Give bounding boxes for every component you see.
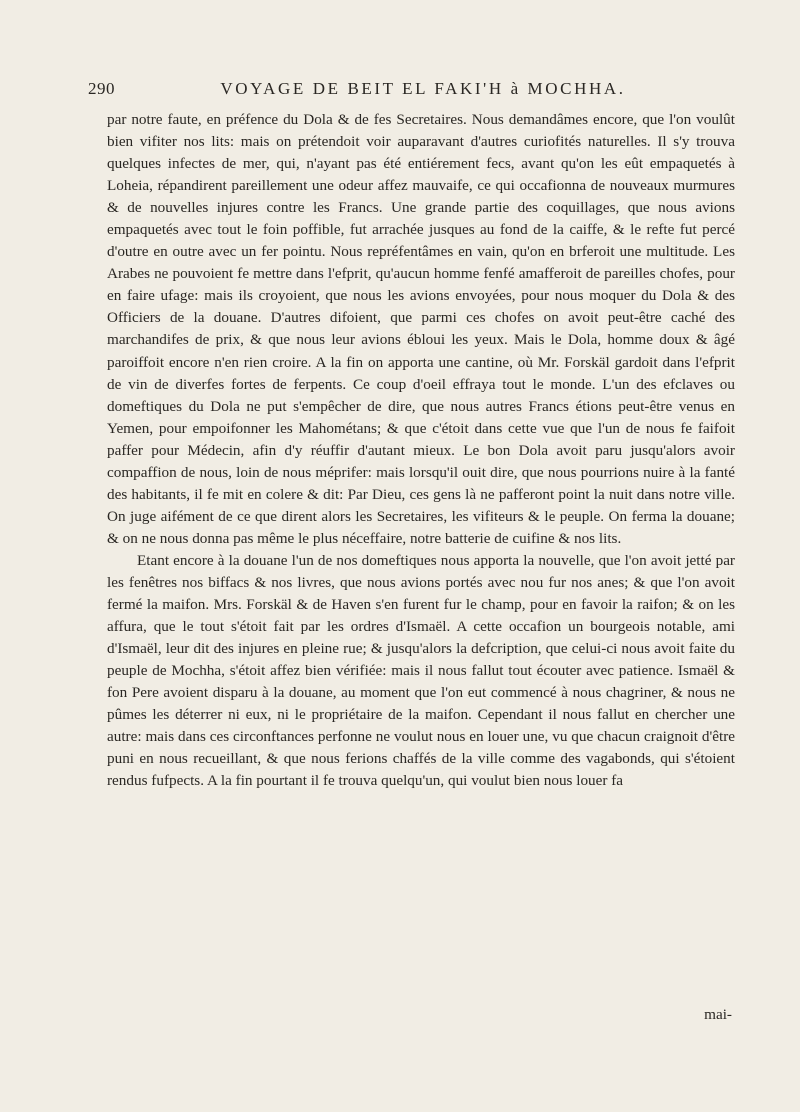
running-title: VOYAGE DE BEIT EL FAKI'H à MOCHHA. — [220, 79, 626, 98]
paragraph-2: Etant encore à la douane l'un de nos domeftiques nous apporta la nouvelle, que l'on avoit jetté par les fenêtres nos biffacs & nos livres, que nous avions portés avec nou fur nos anes; & que l'on avoit fermé la maifon. Mrs. Forskäl & de Haven s'en furent fur le champ, pour en favoir la raifon; & on les affura, que le tout s'étoit fait par les ordres d'Ismaël. A cette occafion un bourgeois notable, ami d'Ismaël, leur dit des injures en pleine rue; & jusqu'alors la defcription, que celui-ci nous avoit faite du peuple de Mochha, s'étoit affez bien vérifiée: mais il nous fallut tout écouter avec patience. Ismaël & fon Pere avoient disparu à la douane, au moment que l'on eut commencé à nous chagriner, & nous ne pûmes les déterrer ni eux, ni le propriétaire de la maifon. Cependant il nous fallut en chercher une autre: mais dans ces circonftances perfonne ne voulut nous en louer une, vu que chacun craignoit d'être puni en nous recueillant, & que nous ferions chaffés de la ville comme des vagabonds, qui s'étoient rendus fufpects. A la fin pourtant il fe trouva quelqu'un, qui voulut bien nous louer fa — [107, 551, 735, 790]
body-text — [107, 109, 735, 792]
page-number: 290 — [88, 79, 115, 98]
catchword: mai- — [704, 1006, 732, 1023]
paragraph-1: par notre faute, en préfence du Dola & de fes Secretaires. Nous demandâmes encore, que l'on voulût bien vifiter nos lits: mais on prétendoit voir auparavant d'autres curiofités naturelles. Il s'y trouva quelques infectes de mer, qui, n'ayant pas été entiérement fecs, avant qu'on les eût empaquetés à Loheia, répandirent pareillement une odeur affez mauvaife, ce qui occafionna de nouveaux murmures & de nouvelles injures contre les Francs. Une grande partie des coquillages, que nous avions empaquetés avec tout le foin poffible, fut arrachée jusques au fond de la caiffe, & le refte fut percé d'outre en outre avec un fer pointu. Nous repréfentâmes en vain, qu'on en brferoit une multitude. Les Arabes ne pouvoient fe mettre dans l'efprit, qu'aucun homme fenfé amafferoit de pareilles chofes, pour en faire ufage: mais ils croyoient, que nous les avions envoyées, pour nous moquer du Dola & des Officiers de la douane. D'autres difoient, que parmi ces chofes on avoit peut-être caché des marchandifes de prix, & que nous leur avions ébloui les yeux. Mais le Dola, homme doux & âgé paroiffoit encore n'en rien croire. A la fin on apporta une cantine, où Mr. Forskäl gardoit dans l'efprit de vin de diverfes fortes de ferpents. Ce coup d'oeil effraya tout le monde. L'un des efclaves ou domeftiques du Dola ne put s'empêcher de dire, que nous autres Francs étions peut-être venus en Yemen, pour empoifonner les Mahométans; & que c'étoit dans cette vue que l'un de nous fe faifoit paffer pour Médecin, afin d'y réuffir d'autant mieux. Le bon Dola avoit paru jusqu'alors avoir compaffion de nous, loin de nous méprifer: mais lorsqu'il ouit dire, que nous pourrions nuire à la fanté des habitants, il fe mit en colere & dit: Par Dieu, ces gens là ne pafferont point la nuit dans notre ville. On juge aifément de ce que dirent alors les Secretaires, les vifiteurs & le peuple. On ferma la douane; & on ne nous donna pas même le plus néceffaire, notre batterie de cuifine & nos lits. — [107, 111, 735, 547]
page-header — [88, 79, 728, 109]
